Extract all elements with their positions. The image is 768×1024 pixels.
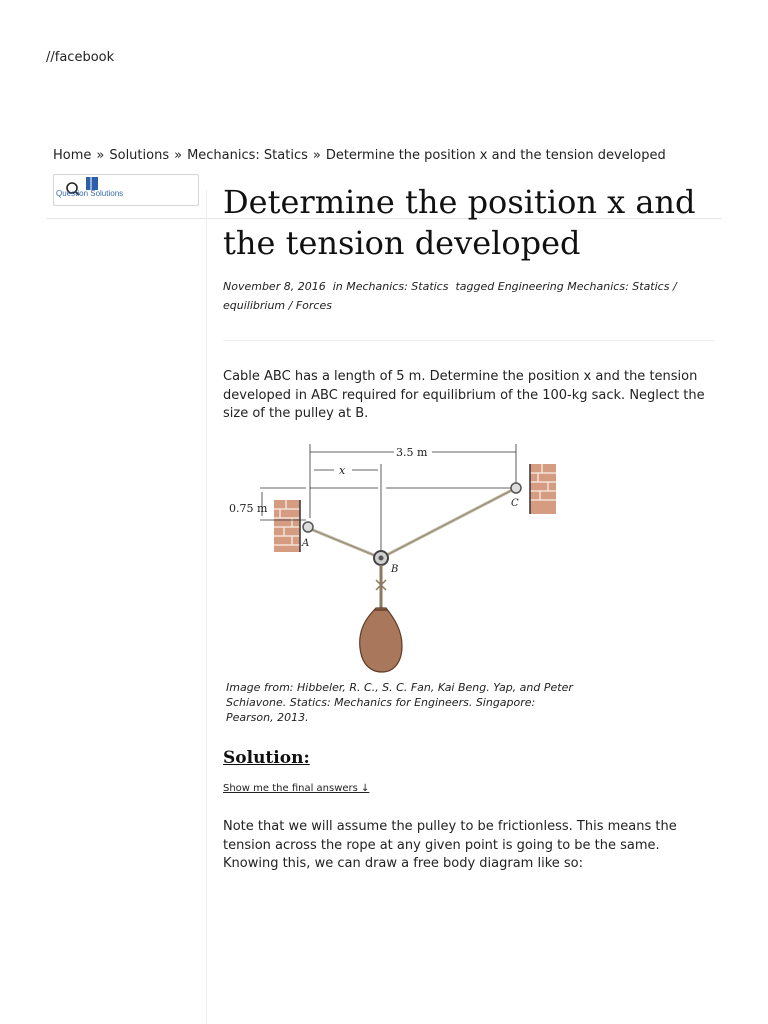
right-wall-icon bbox=[530, 464, 556, 514]
problem-statement: Cable ABC has a length of 5 m. Determine the position x and the tension developed in ABC required for equilibrium of the 100-kg sack. Neglect the size of the pulley at B. bbox=[223, 369, 705, 422]
anchor-a-icon bbox=[303, 522, 313, 532]
breadcrumb bbox=[53, 148, 666, 163]
show-answers-link[interactable]: Show me the final answers ↓ bbox=[223, 783, 370, 794]
label-a: A bbox=[302, 538, 310, 549]
breadcrumb-current: Determine the position x and the tension developed bbox=[325, 148, 666, 163]
breadcrumb-category[interactable]: Mechanics: Statics bbox=[187, 148, 308, 163]
label-b: B bbox=[391, 564, 399, 575]
meta-divider bbox=[223, 340, 715, 341]
post-tagged-label: tagged bbox=[455, 280, 495, 293]
dim-span-label: 3.5 m bbox=[396, 446, 428, 459]
sack-icon bbox=[360, 608, 402, 672]
tag-link[interactable]: equilibrium bbox=[223, 299, 286, 312]
tag-link[interactable]: Engineering Mechanics: Statics bbox=[497, 280, 670, 293]
breadcrumb-home[interactable]: Home bbox=[53, 148, 92, 163]
dim-x-label: x bbox=[339, 464, 346, 477]
page-title: Determine the position x and the tension developed bbox=[223, 183, 696, 262]
breadcrumb-separator: » bbox=[96, 148, 105, 163]
breadcrumb-separator: » bbox=[174, 148, 183, 163]
label-c: C bbox=[511, 498, 519, 509]
post-in-label: in bbox=[332, 280, 343, 293]
figure-caption: Image from: Hibbeler, R. C., S. C. Fan, Kai Beng. Yap, and Peter Schiavone. Statics: Mechanics for Engineers. Singapore: Pearson, 2013. bbox=[226, 681, 573, 724]
search-widget[interactable] bbox=[53, 174, 199, 206]
dim-height-label: 0.75 m bbox=[229, 502, 268, 515]
site-logo-text: Question Solutions bbox=[56, 189, 124, 198]
sidebar-divider bbox=[46, 218, 206, 219]
post-date: November 8, 2016 bbox=[223, 280, 326, 293]
solution-note: Note that we will assume the pulley to be frictionless. This means the tension across the rope at any given point is going to be the same. Knowing this, we can draw a free body diagram like so: bbox=[223, 819, 677, 872]
breadcrumb-separator: » bbox=[312, 148, 321, 163]
column-divider bbox=[206, 190, 207, 1024]
post-category-link[interactable]: Mechanics: Statics bbox=[346, 280, 449, 293]
facebook-placeholder-text: //facebook bbox=[46, 50, 115, 65]
tag-separator: / bbox=[285, 299, 296, 312]
tag-separator: / bbox=[669, 280, 677, 293]
breadcrumb-solutions[interactable]: Solutions bbox=[109, 148, 170, 163]
problem-figure bbox=[226, 440, 566, 676]
solution-heading: Solution: bbox=[223, 748, 310, 768]
post-meta bbox=[223, 277, 703, 315]
anchor-c-icon bbox=[511, 483, 521, 493]
tag-link[interactable]: Forces bbox=[295, 299, 332, 312]
left-wall-icon bbox=[274, 500, 300, 552]
